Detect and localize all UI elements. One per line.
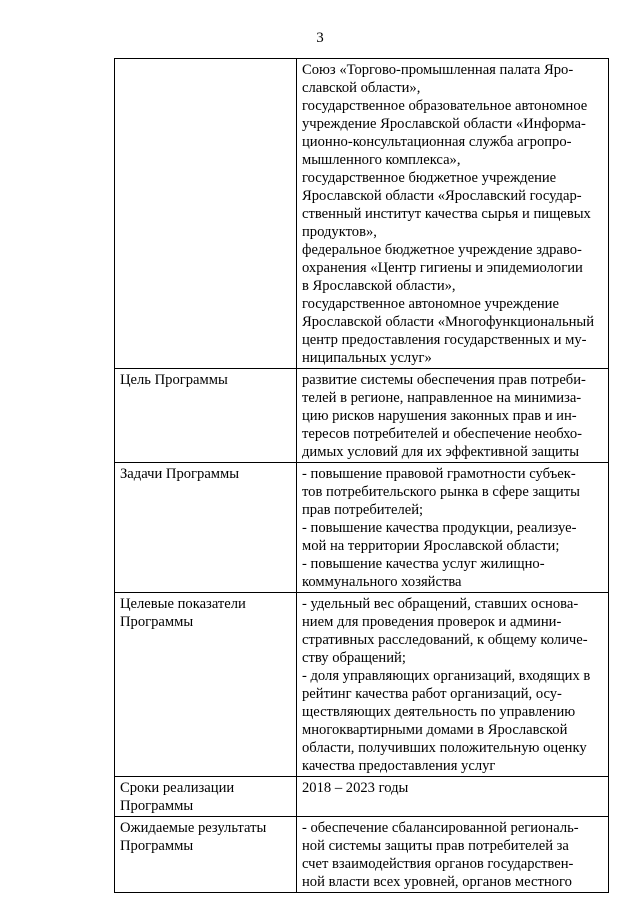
value-line: охранения «Центр гигиены и эпидемиологии: [302, 260, 583, 276]
value-line: Союз «Торгово-промышленная палата Яро-: [302, 62, 574, 78]
value-line: мышленного комплекса»,: [302, 152, 461, 168]
value-line: учреждение Ярославской области «Информа-: [302, 116, 586, 132]
value-line: - доля управляющих организаций, входящих в: [302, 668, 591, 684]
value-line: - удельный вес обращений, ставших основа-: [302, 596, 579, 612]
label-line: Программы: [120, 838, 194, 854]
value-line: - повышение качества услуг жилищно-: [302, 556, 545, 572]
row-label-cell: [115, 593, 297, 777]
value-line: федеральное бюджетное учреждение здраво-: [302, 242, 582, 258]
value-line: стративных расследований, к общему количе-: [302, 632, 588, 648]
table-row-timeline: [115, 777, 609, 817]
value-line: продуктов»,: [302, 224, 377, 240]
value-line: тов потребительского рынка в сфере защиты: [302, 484, 580, 500]
value-line: мой на территории Ярославской области;: [302, 538, 560, 554]
value-line: - повышение качества продукции, реализуе-: [302, 520, 577, 536]
value-line: счет взаимодействия органов государствен-: [302, 856, 574, 872]
value-line: государственное образовательное автономное: [302, 98, 588, 114]
label-line: Целевые показатели: [120, 596, 246, 612]
value-line: государственное бюджетное учреждение: [302, 170, 557, 186]
value-line: качества предоставления услуг: [302, 758, 496, 774]
value-line: развитие системы обеспечения прав потреби-: [302, 372, 586, 388]
row-label-cell: [115, 817, 297, 893]
label-line: Программы: [120, 614, 194, 630]
value-line: ществляющих деятельность по управлению: [302, 704, 576, 720]
value-line: ственный институт качества сырья и пищевых: [302, 206, 591, 222]
value-line: рейтинг качества работ организаций, осу-: [302, 686, 562, 702]
row-label-cell: [115, 463, 297, 593]
value-line: ционно-консультационная служба агропро-: [302, 134, 572, 150]
table-row-expected-results: [115, 817, 609, 893]
value-line: ству обращений;: [302, 650, 406, 666]
table-row-goal: [115, 369, 609, 463]
page-number: 3: [316, 30, 324, 46]
value-line: ниципальных услуг»: [302, 350, 432, 366]
label-line: Цель Программы: [120, 372, 228, 388]
value-line: многоквартирными домами в Ярославской: [302, 722, 568, 738]
value-line: нием для проведения проверок и админи-: [302, 614, 562, 630]
row-value-cell: [297, 593, 609, 777]
row-value-cell: [297, 777, 609, 817]
program-passport-table: [114, 58, 609, 893]
row-value-cell: [297, 817, 609, 893]
value-line: - повышение правовой грамотности субъек-: [302, 466, 576, 482]
row-value-cell: [297, 369, 609, 463]
value-line: димых условий для их эффективной защиты: [302, 444, 580, 460]
value-line: славской области»,: [302, 80, 421, 96]
table-row-indicators: [115, 593, 609, 777]
row-label-cell: [115, 777, 297, 817]
value-line: - обеспечение сбалансированной региональ-: [302, 820, 579, 836]
row-value-cell: [297, 59, 609, 369]
value-line: ной системы защиты прав потребителей за: [302, 838, 569, 854]
label-line: Ожидаемые результаты: [120, 820, 267, 836]
table-row-participants: [115, 59, 609, 369]
value-line: телей в регионе, направленное на минимиза-: [302, 390, 582, 406]
row-label-cell: [115, 369, 297, 463]
value-line: ной власти всех уровней, органов местного: [302, 874, 572, 890]
value-line: центр предоставления государственных и му-: [302, 332, 587, 348]
value-line: тересов потребителей и обеспечение необхо-: [302, 426, 583, 442]
value-line: Ярославской области «Многофункциональный: [302, 314, 595, 330]
label-line: Задачи Программы: [120, 466, 240, 482]
value-line: 2018 – 2023 годы: [302, 780, 409, 796]
label-line: Программы: [120, 798, 194, 814]
value-line: области, получивших положительную оценку: [302, 740, 587, 756]
table-row-tasks: [115, 463, 609, 593]
label-line: Сроки реализации: [120, 780, 235, 796]
value-line: государственное автономное учреждение: [302, 296, 559, 312]
value-line: цию рисков нарушения законных прав и ин-: [302, 408, 577, 424]
value-line: прав потребителей;: [302, 502, 424, 518]
row-value-cell: [297, 463, 609, 593]
row-label-cell: [115, 59, 297, 369]
value-line: коммунального хозяйства: [302, 574, 462, 590]
value-line: Ярославской области «Ярославский государ-: [302, 188, 582, 204]
value-line: в Ярославской области»,: [302, 278, 456, 294]
